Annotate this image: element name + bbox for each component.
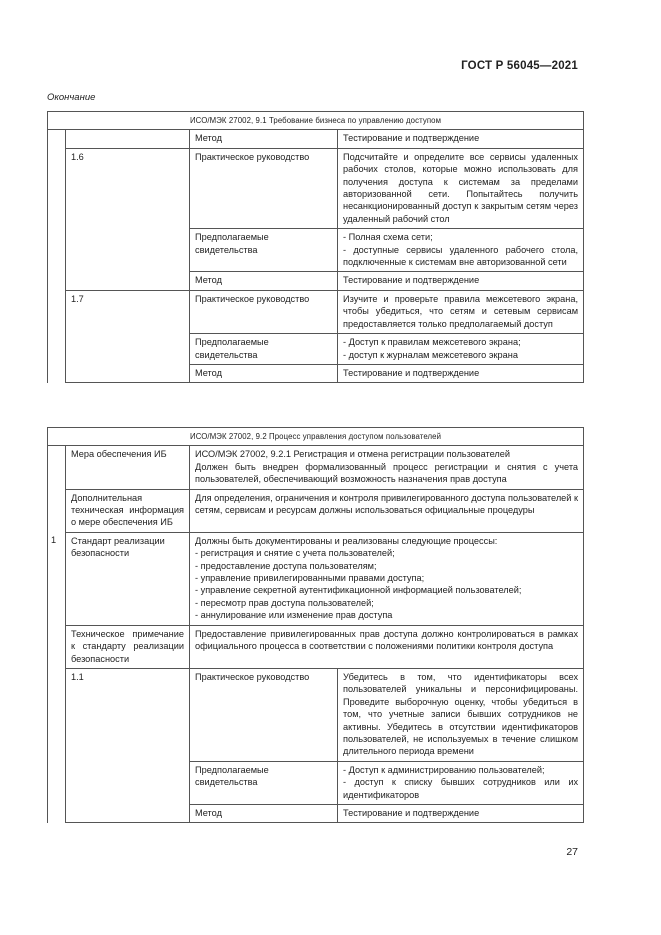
method-value: Тестирование и подтверждение — [338, 804, 584, 822]
method-label: Метод — [190, 130, 338, 148]
item-number: 1.7 — [66, 290, 190, 382]
row-number: 1 — [48, 532, 66, 625]
evidence-label: Предполагаемые свидетельства — [190, 334, 338, 365]
table-title-row — [48, 112, 584, 130]
technical-note-label: Техническое примечание к стандарту реализации безопасности — [66, 625, 190, 668]
table-title: ИСО/МЭК 27002, 9.1 Требование бизнеса по управлению доступом — [48, 112, 584, 130]
table-caption: Окончание — [47, 92, 96, 103]
table-row — [48, 446, 584, 489]
standard-text: Должны быть документированы и реализованы следующие процессы: - регистрация и снятие с учета пользователей; - предоставление доступа пользователям; - управление привилегированными правами доступа; - управление секретной аутентификационной информацией пользователей; - пересмотр прав доступа пользователей; - аннулирование или изменение прав доступа — [190, 532, 584, 625]
evidence-label: Предполагаемые свидетельства — [190, 761, 338, 804]
method-value: Тестирование и подтверждение — [338, 364, 584, 382]
table-row — [48, 489, 584, 532]
guidance-label: Практическое руководство — [190, 290, 338, 333]
table-row — [48, 290, 584, 333]
table-row — [48, 668, 584, 761]
guidance-label: Практическое руководство — [190, 148, 338, 228]
evidence-text: - Доступ к администрированию пользователей; - доступ к списку бывших сотрудников или их идентификаторов — [338, 761, 584, 804]
guidance-text: Убедитесь в том, что идентификаторы всех пользователей уникальны и персонифицированы. Проведите выборочную оценку, чтобы убедиться в том, что учетные записи бывших сотрудников не активны. Убедитесь в отсутствии идентификаторов пользователей, не используемых в течение слишком длительного периода времени — [338, 668, 584, 761]
method-label: Метод — [190, 364, 338, 382]
method-label: Метод — [190, 272, 338, 290]
item-number: 1.6 — [66, 148, 190, 290]
control-text: ИСО/МЭК 27002, 9.2.1 Регистрация и отмена регистрации пользователей Должен быть внедрен формализованный процесс регистрации и снятия с учета пользователей, обеспечивающий возможность назначения прав доступа — [190, 446, 584, 489]
method-value: Тестирование и подтверждение — [338, 130, 584, 148]
document-header: ГОСТ Р 56045—2021 — [461, 60, 578, 72]
item-number: 1.1 — [66, 668, 190, 822]
evidence-label: Предполагаемые свидетельства — [190, 229, 338, 272]
additional-info-text: Для определения, ограничения и контроля привилегированного доступа пользователей к сетям, сервисам и ресурсам должны использоваться официальные процедуры — [190, 489, 584, 532]
guidance-text: Изучите и проверьте правила межсетевого экрана, чтобы убедиться, что сетям и сетевым сервисам предоставляется только предполагаемый доступ — [338, 290, 584, 333]
table-row — [48, 148, 584, 228]
page-number: 27 — [566, 846, 578, 858]
table-row — [48, 625, 584, 668]
table-access-business-requirement — [47, 111, 584, 383]
evidence-text: - Полная схема сети; - доступные сервисы удаленного рабочего стола, подключенные к системам вне авторизованной сети — [338, 229, 584, 272]
standard-label: Стандарт реализации безопасности — [66, 532, 190, 625]
additional-info-label: Дополнительная техническая информация о мере обеспечения ИБ — [66, 489, 190, 532]
control-label: Мера обеспечения ИБ — [66, 446, 190, 489]
table-row — [48, 130, 584, 148]
evidence-text: - Доступ к правилам межсетевого экрана; - доступ к журналам межсетевого экрана — [338, 334, 584, 365]
guidance-text: Подсчитайте и определите все сервисы удаленных рабочих столов, которые можно использовать для получения доступа к системам за пределами авторизованной сети. Попытайтесь получить несанкционированный доступ к закрытым сетям через удаленный рабочий стол — [338, 148, 584, 228]
guidance-label: Практическое руководство — [190, 668, 338, 761]
method-value: Тестирование и подтверждение — [338, 272, 584, 290]
method-label: Метод — [190, 804, 338, 822]
table-row — [48, 532, 584, 625]
table-title-row — [48, 428, 584, 446]
table-title: ИСО/МЭК 27002, 9.2 Процесс управления доступом пользователей — [48, 428, 584, 446]
technical-note-text: Предоставление привилегированных прав доступа должно контролироваться в рамках официального процесса в соответствии с положениями политики контроля доступа — [190, 625, 584, 668]
table-user-access-management — [47, 427, 584, 823]
